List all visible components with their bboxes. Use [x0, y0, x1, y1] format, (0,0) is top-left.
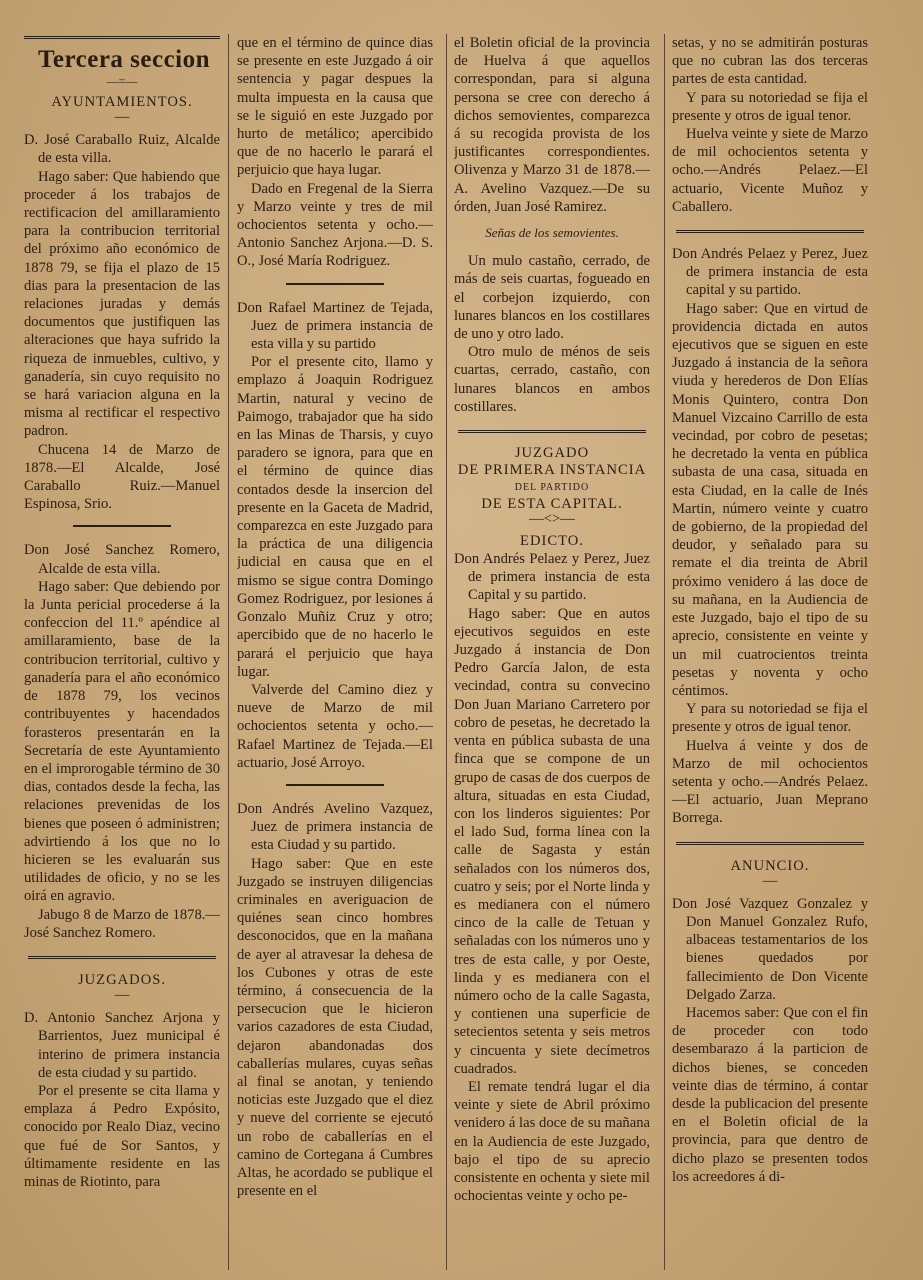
separator-rule: [286, 283, 384, 285]
ornament: —=—: [106, 74, 138, 88]
column-2: [237, 34, 433, 1270]
edict-signature: Dado en Fregenal de la Sierra y Marzo veinte y tres de mil ochocientos setenta y ocho.—Antonio Sanchez Arjona.—D. S. O., José María Rodriguez.: [237, 180, 433, 270]
section-heading: Tercera seccion: [38, 46, 211, 73]
court-title: JUZGADO: [514, 445, 590, 462]
edict-body: Hago saber: Que habiendo que proceder á los trabajos de rectificacion del amillaramiento para la contribucion territorial del próximo año económico de 1878 79, se fija el plazo de 15 dias para la presentacion de las relaciones juradas y demás documentos que justifiquen las alteraciones que haya sufrido la riqueza de inmuebles, cultivo, y ganadería, sin cuyo requisito no se hará variacion alguna en la misma al rectificar el respectivo padron.: [24, 168, 220, 440]
section-dash: —: [114, 109, 130, 126]
edict-issuer: D. José Caraballo Ruiz, Alcalde de esta villa.: [24, 132, 220, 167]
separator-rule: [458, 430, 646, 433]
court-title: DEL PARTIDO: [514, 482, 590, 494]
subheading-senas: Señas de los semovientes.: [485, 225, 619, 241]
edict-body: Y para su notoriedad se fija el presente y otros de igual tenor.: [672, 701, 868, 736]
edict-body: setas, y no se admitirán posturas que no cubran las dos terceras partes de esta cantidad.: [672, 35, 868, 88]
edict-signature: Jabugo 8 de Marzo de 1878.—José Sanchez Romero.: [24, 906, 220, 941]
edict-signature: Chucena 14 de Marzo de 1878.—El Alcalde, José Caraballo Ruiz.—Manuel Espinosa, Srio.: [24, 441, 220, 513]
edict-signature: Huelva veinte y siete de Marzo de mil ochocientos setenta y ocho.—Andrés Pelaez.—El actuario, Vicente Muñoz y Caballero.: [672, 126, 868, 215]
column-divider: [228, 34, 229, 1270]
edict-body: Hago saber: Que debiendo por la Junta pericial procederse á la confeccion del 11.º apéndice al amillaramiento, base de la contribucion territorial, cultivo y ganadería para el año económico de 1878 79, los vecinos contribuyentes y hacendados forasteros presentarán en la Secretaría de este Ayuntamiento en el improrogable término de 30 dias, contados desde la fecha, las relaciones prevenidas de los bienes que poseen ó administren; advirtiendo á los que no lo hicieren se les evaluarán sus utilidades de oficio, y no se les oirá en agravio.: [24, 578, 220, 905]
edict-body: Hago saber: Que en virtud de providencia dictada en autos ejecutivos que se siguen en este Juzgado á instancia de la señora viuda y herederos de Don Elías Monis Quintero, contra Don Manuel Vizcaino Carrillo de esta vecindad, por cobro de pesetas; he decretado la venta en pública subasta de una casa, situada en esta Ciudad, en la calle de Inés Martin, número veinte y cuatro de gobierno, de la propiedad del deudor, y señalado para su remate el dia treinta de Abril próximo venidero á las doce de su mañana, en la Audiencia de este Juzgado, bajo el tipo de su aprecio, consistente en veinte y un mil cuatrocientos treinta pesetas y noventa y ocho céntimos.: [672, 300, 868, 699]
edicto-title: EDICTO.: [520, 533, 584, 550]
section-title-anuncio: ANUNCIO.: [730, 857, 810, 874]
edict-issuer: Don José Vazquez Gonzalez y Don Manuel Gonzalez Rufo, albaceas testamentarios de los bienes quedados por fallecimiento de Don Vicente Delgado Zarza.: [672, 895, 868, 1003]
section-dash: —: [114, 987, 130, 1004]
edict-body: Hago saber: Que en autos ejecutivos seguidos en este Juzgado á instancia de Don Pedro García Jalon, de esta vecindad, contra su convecino Don Juan Mariano Carretero por cobro de pesetas, he decretado la venta en pública subasta de una finca que se compone de un grupo de casas de dos cuerpos de altura, situadas en esta Ciudad, con los linderos siguientes: Por el lado Sud, forma línea con la calle de Sagasta y están señalados con los números dos, cuatro y seis; por el Norte linda y es medianera con el número cinco de la calle de Tetuan y señaladas con los números uno y tres de esta calle, y por Oeste, linda y es medianera con el número ocho de la calle Sagasta, y contienen una superficie de setecientos setenta y seis metros y cincuenta y siete decímetros cuadrados.: [454, 605, 650, 1077]
column-3: [454, 34, 650, 1270]
court-title: DE PRIMERA INSTANCIA: [457, 462, 647, 479]
court-title: DE ESTA CAPITAL.: [481, 496, 623, 513]
description-paragraph: Otro mulo de ménos de seis cuartas, cerrado, castaño, con lunares blancos en ambos costillares.: [454, 344, 650, 415]
edict-issuer: Don Andrés Pelaez y Perez, Juez de primera instancia de esta Capital y su partido.: [454, 551, 650, 604]
column-divider: [664, 34, 665, 1270]
separator-rule: [28, 956, 216, 959]
edict-signature: Huelva á veinte y dos de Marzo de mil ochocientos setenta y ocho.—Andrés Pelaez.—El actuario, Juan Meprano Borrega.: [672, 737, 868, 827]
section-title-ayuntamientos: AYUNTAMIENTOS.: [51, 94, 193, 110]
edict-issuer: Don Andrés Pelaez y Perez, Juez de primera instancia de esta capital y su partido.: [672, 246, 868, 299]
edict-signature: Valverde del Camino diez y nueve de Marzo de mil ochocientos setenta y ocho.—Rafael Martinez de Tejada.—El actuario, José Arroyo.: [237, 681, 433, 771]
column-1: [24, 34, 220, 1270]
section-dash: —: [762, 872, 778, 889]
edict-body: que en el término de quince dias se presente en este Juzgado á oir sentencia y pagar despues la multa impuesta en la causa que se le siguió en este Juzgado por hurto de metálico; apercibido que de no hacerlo le parará el perjuicio que haya lugar.: [237, 35, 433, 179]
edict-body: Y para su notoriedad se fija el presente y otros de igual tenor.: [672, 89, 868, 124]
ornament: —<>—: [529, 511, 575, 528]
column-4: [672, 34, 868, 1270]
edict-issuer: Don José Sanchez Romero, Alcalde de esta villa.: [24, 542, 220, 577]
separator-rule: [73, 525, 171, 527]
edict-body: el Boletin oficial de la provincia de Huelva á que aquellos correspondan, para si alguna persona se cree con derecho á dichos semovientes, comparezca á su recogida provista de los justificantes correspondientes. Olivenza y Marzo 31 de 1878.—A. Avelino Vazquez.—De su órden, Juan José Ramirez.: [454, 35, 650, 215]
description-paragraph: Un mulo castaño, cerrado, de más de seis cuartas, fogueado en el corbejon izquierdo, con lunares blancos en los costillares de uno y otro lado.: [454, 253, 650, 343]
column-divider: [446, 34, 447, 1270]
edict-body: Por el presente se cita llama y emplaza á Pedro Expósito, conocido por Realo Diaz, vecino que fué de Sor Santos, y últimamente residente en las minas de Riotinto, para: [24, 1082, 220, 1190]
edict-body: El remate tendrá lugar el dia veinte y siete de Abril próximo venidero á las doce de su mañana en la Audiencia de este Juzgado, bajo el tipo de su aprecio consistente en ochenta y siete mil ochocientas veinte y ocho pe-: [454, 1078, 650, 1205]
section-title-juzgados: JUZGADOS.: [77, 971, 167, 988]
edict-body: Por el presente cito, llamo y emplazo á Joaquin Rodriguez Martin, natural y vecino de Paimogo, trabajador que ha sido en las Minas de Tharsis, y cuyo paradero se ignora, para que en el término de quince dias contados desde la insercion del presente en la Gaceta de Madrid, comparezca en este Juzgado para la práctica de una diligencia judicial en causa que en el mismo se sigue contra Domingo Gomez Rodriguez, por lesiones á Gonzalo Muñiz Cruz y otro; apercibido que de no hacerlo le parará el perjuicio que haya lugar.: [237, 354, 433, 680]
top-rule: [24, 36, 220, 39]
edict-issuer: Don Andrés Avelino Vazquez, Juez de primera instancia de esta Ciudad y su partido.: [237, 800, 433, 854]
separator-rule: [676, 230, 864, 233]
edict-body: Hago saber: Que en este Juzgado se instruyen diligencias criminales en averiguacion de quiénes sean cinco hombres desconocidos, que en la mañana de ayer al atravesar la dehesa de los Cubones y otras de este término, á consecuencia de la persecucion que le hicieron varios cazadores de esta Ciudad, dejaron abandonadas dos caballerías mulares, cuyas señas al final se anotan, y teniendo noticias este Juzgado que el diez y nueve del corriente se ejecutó un robo de caballerías en el camino de Cortegana á Cumbres Altas, he acordado se publique el presente en el: [237, 855, 433, 1200]
separator-rule: [676, 842, 864, 845]
separator-rule: [286, 784, 384, 786]
edict-body: Hacemos saber: Que con el fin de proceder con todo desembarazo á la particion de dichos bienes, se conceden veinte dias de término, á contar desde la publicacion del presente en el Boletin oficial de la provincia, para que dentro de dicho plazo se presenten todos los acreedores á di-: [672, 1004, 868, 1185]
edict-issuer: D. Antonio Sanchez Arjona y Barrientos, Juez municipal é interino de primera instancia de esta ciudad y su partido.: [24, 1010, 220, 1081]
edict-issuer: Don Rafael Martinez de Tejada, Juez de primera instancia de esta villa y su partido: [237, 299, 433, 353]
